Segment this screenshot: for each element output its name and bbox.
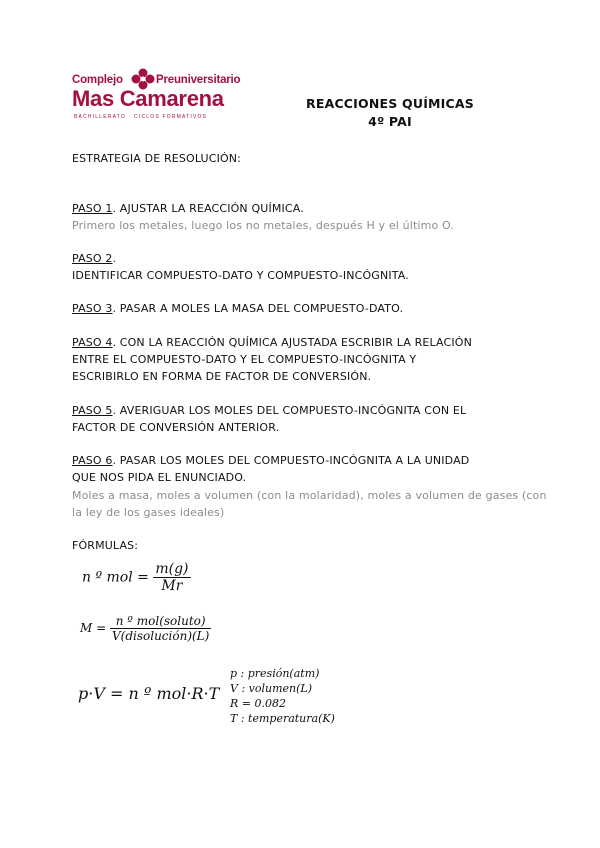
formula-moles-fraction — [153, 561, 190, 594]
logo-preuniversitario: Preuniversitario — [156, 74, 241, 86]
step-5 — [72, 402, 466, 419]
logo-name: Mas Camarena — [72, 86, 224, 111]
formula-molarity — [80, 614, 211, 643]
step-5-label: PASO 5 — [72, 404, 113, 417]
step-1-text: . AJUSTAR LA REACCIÓN QUÍMICA. — [112, 202, 304, 215]
formula-moles — [82, 561, 191, 594]
step-3 — [72, 300, 403, 317]
step-5-text: . AVERIGUAR LOS MOLES DEL COMPUESTO-INCÓGNITA CON EL — [112, 404, 467, 417]
step-1-note: Primero los metales, luego los no metales, después H y el último O. — [72, 219, 455, 232]
logo-top-row — [72, 74, 241, 86]
logo-tagline: BACHILLERATO · CICLOS FORMATIVOS — [74, 114, 208, 120]
step-1-label: PASO 1 — [72, 202, 113, 215]
legend-temperature: T : temperatura(K) — [230, 712, 335, 725]
formula-ideal-gas: p·V = n º mol·R·T — [78, 684, 220, 703]
step-4-label: PASO 4 — [72, 336, 113, 349]
step-6-text: . PASAR LOS MOLES DEL COMPUESTO-INCÓGNITA A LA UNIDAD — [112, 454, 470, 467]
step-2 — [72, 250, 116, 267]
logo-complejo: Complejo — [72, 74, 123, 86]
step-4-line-2: ENTRE EL COMPUESTO-DATO Y EL COMPUESTO-INCÓGNITA Y — [72, 353, 417, 366]
step-4-text: . CON LA REACCIÓN QUÍMICA AJUSTADA ESCRIBIR LA RELACIÓN — [112, 336, 472, 349]
step-4 — [72, 334, 472, 351]
step-3-text: . PASAR A MOLES LA MASA DEL COMPUESTO-DATO. — [112, 302, 404, 315]
page-title — [295, 95, 485, 131]
step-6-note: Moles a masa, moles a volumen (con la molaridad), moles a volumen de gases (con — [72, 489, 547, 502]
formulas-heading: FÓRMULAS: — [72, 539, 139, 552]
step-6-label: PASO 6 — [72, 454, 113, 467]
legend-volume: V : volumen(L) — [230, 682, 312, 695]
step-6 — [72, 452, 469, 469]
intro-heading: ESTRATEGIA DE RESOLUCIÓN: — [72, 152, 242, 165]
formula-molarity-numerator: n º mol(soluto) — [110, 614, 211, 629]
step-3-label: PASO 3 — [72, 302, 113, 315]
step-2-line-2: IDENTIFICAR COMPUESTO-DATO Y COMPUESTO-INCÓGNITA. — [72, 269, 409, 282]
title-line-2: 4º PAI — [368, 114, 412, 129]
formula-molarity-denominator: V(disolución)(L) — [111, 629, 210, 643]
step-1 — [72, 200, 304, 217]
ideal-gas-legend — [230, 666, 335, 726]
step-4-line-3: ESCRIBIRLO EN FORMA DE FACTOR DE CONVERSIÓN. — [72, 370, 372, 383]
title-line-1: REACCIONES QUÍMICAS — [306, 96, 474, 111]
formula-molarity-lhs: M = — [80, 621, 107, 635]
step-6-note-2: la ley de los gases ideales) — [72, 506, 225, 519]
formula-moles-denominator: Mr — [161, 578, 183, 594]
legend-pressure: p : presión(atm) — [230, 667, 320, 680]
formula-moles-lhs: n º mol = — [82, 569, 149, 586]
legend-r-constant: R = 0.082 — [230, 697, 286, 710]
step-6-line-2: QUE NOS PIDA EL ENUNCIADO. — [72, 471, 247, 484]
formula-moles-numerator: m(g) — [155, 561, 189, 577]
step-2-text: . — [112, 252, 117, 265]
school-logo — [72, 72, 250, 128]
step-2-label: PASO 2 — [72, 252, 113, 265]
formula-molarity-fraction — [110, 614, 211, 643]
step-5-line-2: FACTOR DE CONVERSIÓN ANTERIOR. — [72, 421, 280, 434]
